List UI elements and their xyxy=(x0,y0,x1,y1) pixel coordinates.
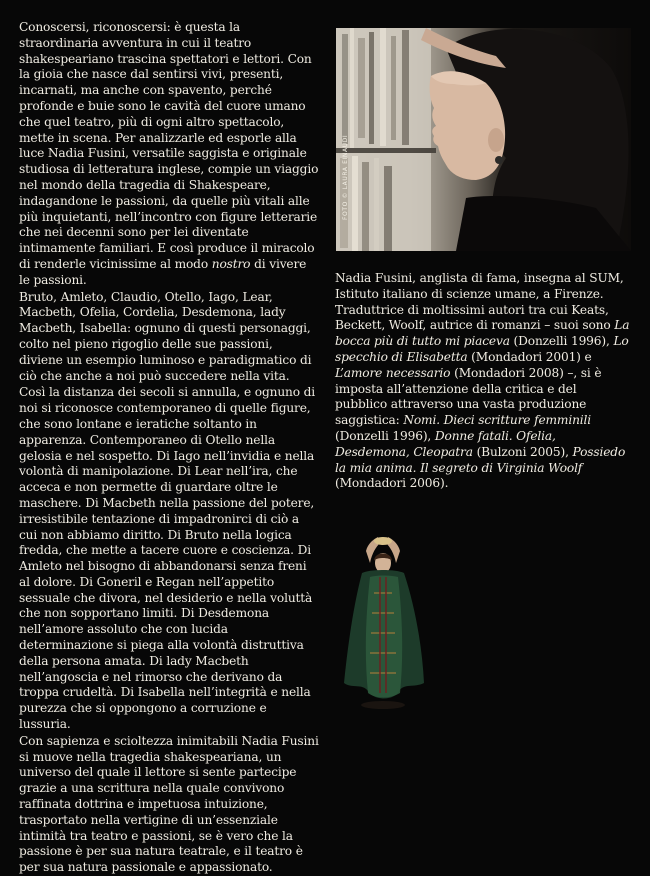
text-segment: Conoscersi, riconoscersi: è questa la straordinaria avventura in cui il teatro shakespeariano trascina spettatori e lettori. Con la gioia che nasce dal sentirsi vivi, presenti, incarnati, ma anche con spavento, perché profonde e buie sono le cavità del cuore umano che quel teatro, più di ogni altro spettacolo, mette in scena. Per analizzarle ed esporle alla luce Nadia Fusini, versatile saggista e originale studiosa di letteratura inglese, compie un viaggio nel mondo della tragedia di Shakespeare, indagandone le passioni, da quelle più vitali alle più inquietanti, nell’incontro con figure letterarie che nei decenni sono per lei diventate intimamente familiari. E così produce il miracolo di renderle vicinissime al modo xyxy=(19,20,319,271)
text-segment: Così la distanza dei secoli si annulla, e ognuno di noi si riconosce contemporaneo di quelle figure, che sono lontane e ieratiche soltanto in apparenza. Contemporaneo di Otello nella gelosia e nel sospetto. Di Iago nell’invidia e nella volontà di manipolazione. Di Lear nell’ira, che acceca e non permette di guardare oltre le maschere. Di Macbeth nella passione del potere, irresistibile tentazione di impadronirci di ciò a cui non abbiamo diritto. Di Bruto nella logica fredda, che mette a tacere cuore e coscienza. Di Amleto nel bisogno di abbandonarsi senza freni al dolore. Di Goneril e Regan nell’appetito sessuale che divora, nel desiderio e nella voluttà che non sopportano limiti. Di Desdemona nell’amore assoluto che con lucida determinazione si piega alla volontà distruttiva della persona amata. Di lady Macbeth nell’angoscia e nel rimorso che derivano da troppa crudeltà. Di Isabella nell’integrità e nella purezza che si oppongono a corruzione e lussuria. xyxy=(19,385,316,732)
blurb-paragraph-1 xyxy=(19,20,319,289)
blurb-paragraph-4 xyxy=(19,734,319,876)
text-segment: (Donzelli 1996), xyxy=(335,428,435,443)
author-portrait-illustration xyxy=(336,28,631,251)
text-segment: (Mondadori 2008) –, si è imposta all’attenzione della critica e del pubblico attraverso una vasta produzione saggistica: xyxy=(335,365,602,428)
text-segment-italic: nostro xyxy=(211,256,251,271)
text-segment: Nadia Fusini, anglista di fama, insegna al SUM, Istituto italiano di scienze umane, a Firenze. Traduttrice di moltissimi autori tra cui Keats, Beckett, Woolf, autrice di romanzi – suoi sono xyxy=(335,271,624,333)
stage-performer-illustration xyxy=(344,533,424,711)
blurb-text xyxy=(19,20,319,876)
text-segment-italic: L’amore necessario xyxy=(335,365,451,380)
text-segment: Bruto, Amleto, Claudio, Otello, Iago, Lear, Macbeth, Ofelia, Cordelia, Desdemona, lady Macbeth, Isabella: ognuno di questi personaggi, colto nel pieno rigoglio delle sue passioni, diviene un esempio luminoso e paradigmatico di ciò che anche a noi può succedere nella vita. xyxy=(19,289,312,383)
text-segment-italic: Possiedo la mia anima. Il segreto di Virginia Woolf xyxy=(335,444,626,475)
text-segment: di vivere le passioni. xyxy=(19,256,307,287)
blurb-paragraph-3 xyxy=(19,385,319,733)
text-segment: (Bulzoni 2005), xyxy=(472,444,573,459)
text-segment-italic: Lo specchio di Elisabetta xyxy=(335,334,629,364)
text-segment-italic: La bocca più di tutto mi piaceva xyxy=(335,318,630,349)
text-segment-italic: Nomi. Dieci scritture femminili xyxy=(403,413,592,428)
photo-credit: FOTO © LAURA EINAUDI xyxy=(342,134,349,220)
text-segment-italic: Donne fatali. Ofelia, Desdemona, Cleopatra xyxy=(335,428,556,459)
text-segment: (Mondadori 2006). xyxy=(335,476,449,491)
author-bio-paragraph xyxy=(335,271,631,492)
author-photo xyxy=(336,28,631,251)
text-segment: Con sapienza e scioltezza inimitabili Nadia Fusini si muove nella tragedia shakespeariana, un universo del quale il lettore si sente partecipe grazie a una scrittura nella quale convivono raffinata dottrina e impetuosa intuizione, trasportato nella vertigine di un’essenziale intimità tra teatro e passioni, se è vero che la passione è per sua natura teatrale, e il teatro è per sua natura passionale e appassionato. xyxy=(19,733,319,875)
author-bio xyxy=(335,271,631,492)
text-segment: (Mondadori 2001) e xyxy=(467,349,592,364)
stage-performer-photo xyxy=(344,533,424,711)
blurb-paragraph-2 xyxy=(19,290,319,385)
text-segment: (Donzelli 1996), xyxy=(509,334,614,349)
